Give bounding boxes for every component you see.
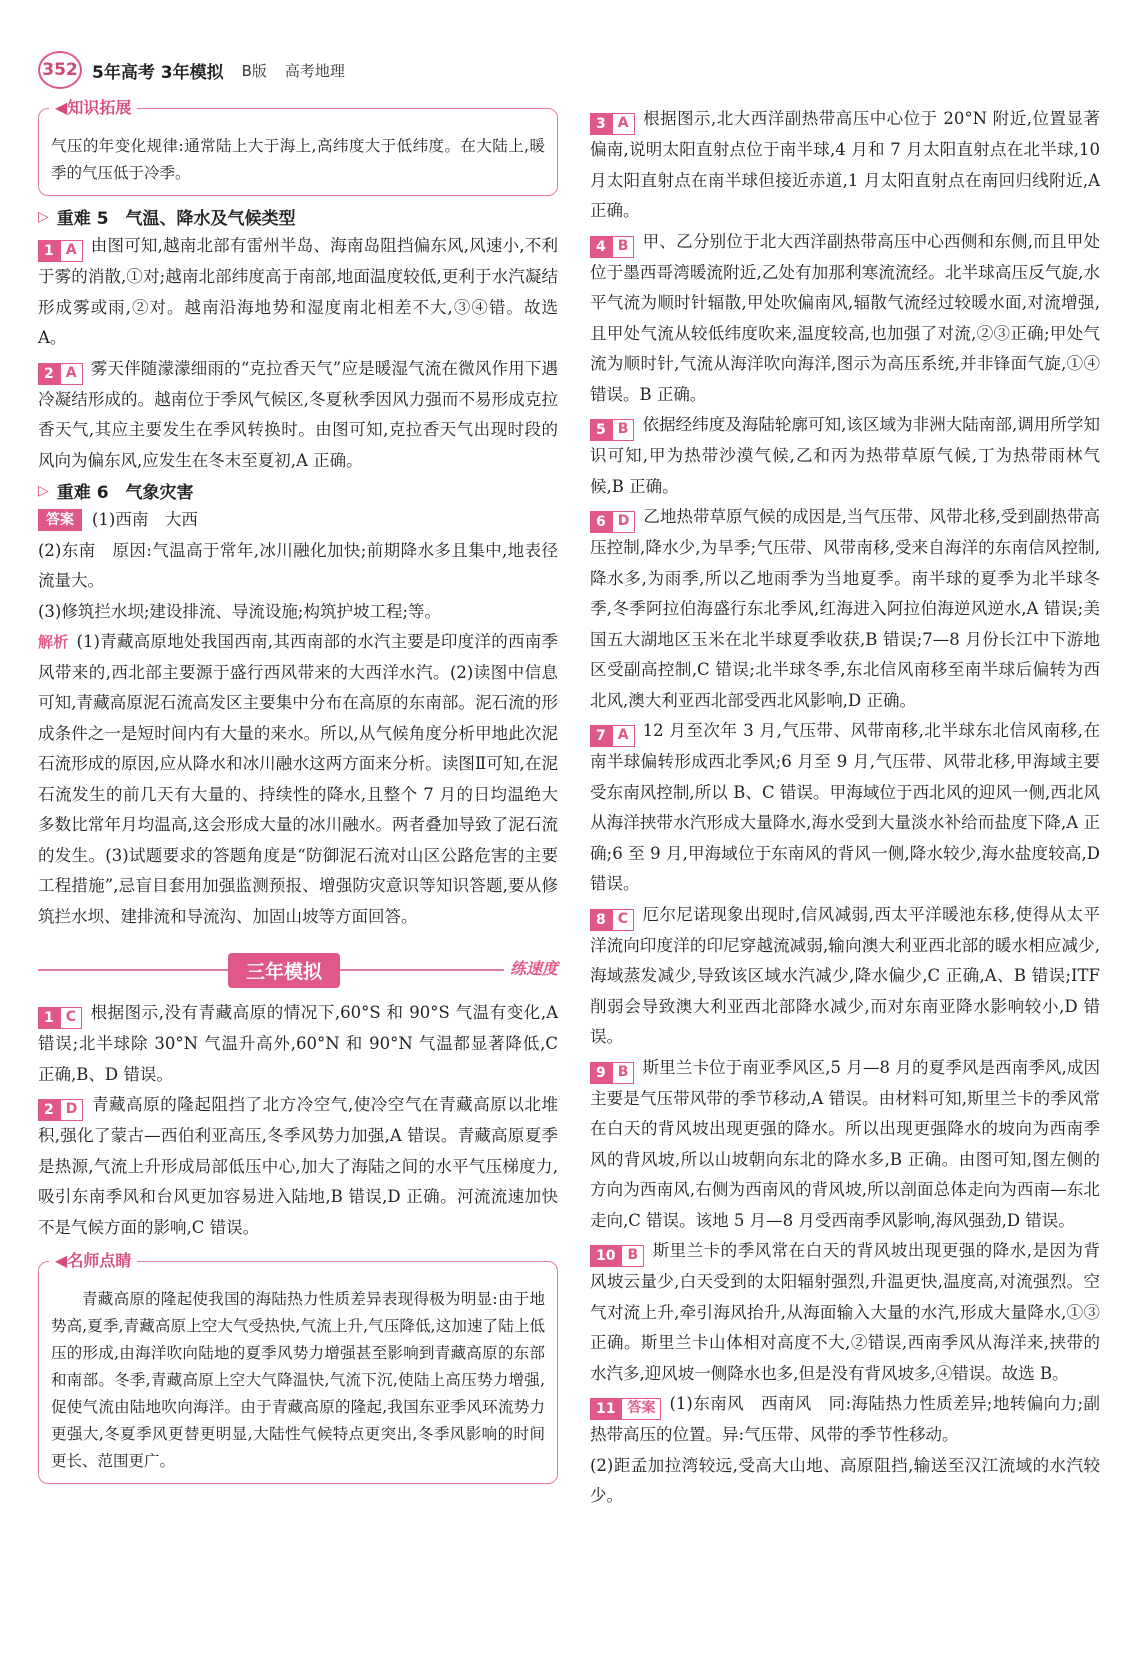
question-badge: 7 A: [590, 725, 635, 747]
page-header: [38, 52, 345, 88]
answer-line: (2)东南 原因:气温高于常年,冰川融化加快;前期降水多且集中,地表径流量大。: [38, 540, 558, 590]
question-badge: 6 D: [590, 511, 635, 533]
band-title: 三年模拟: [228, 953, 340, 988]
right-column: [590, 104, 1100, 1512]
knowledge-label: ◀知识拓展: [49, 95, 137, 118]
question-badge: 3 A: [590, 113, 635, 135]
answer-item: 6 D 乙地热带草原气候的成因是,当气压带、风带北移,受到副热带高压控制,降水少,为旱季;气压带、风带南移,受来自海洋的东南信风控制,降水多,为雨季,所以乙地雨季为当地夏季。南半球的夏季为北半球冬季,冬季阿拉伯海盛行东北季风,红海进入阿拉伯海逆风逆水,A 错误;美国五大湖地区玉米在北半球夏季收获,B 错误;7—8 月份长江中下游地区受副高控制,C 错误;北半球冬季,东北信风南移至南半球后偏转为西北风,澳大利亚西北部受西北风影响,D 正确。: [590, 507, 1100, 710]
answer-item: 8 C 厄尔尼诺现象出现时,信风减弱,西太平洋暖池东移,使得从太平洋流向印度洋的印尼穿越流减弱,输向澳大利亚西北部的暖水相应减少,海域蒸发减少,导致该区域水汽减少,降水偏少,C 正确,A、B 错误;ITF 削弱会导致澳大利亚西北部降水减少,而对东南亚降水影响较小,D 错误。: [590, 904, 1100, 1046]
answer-item: 9 B 斯里兰卡位于南亚季风区,5 月—8 月的夏季风是西南季风,成因主要是气压带风带的季节移动,A 错误。由材料可知,斯里兰卡的季风常在白天的背风坡出现更强的降水。所以出现更强降水的坡向为西南季风的背风坡,所以山坡朝向东北的降水多,B 正确。由图可知,图左侧的方向为西南风,右侧为西南风的背风坡,所以剖面总体走向为西南—东北走向,C 错误。该地 5 月—8 月受西南季风影响,海风强劲,D 错误。: [590, 1057, 1100, 1230]
analysis: 解析 (1)青藏高原地处我国西南,其西南部的水汽主要是印度洋的西南季风带来的,西北部主要源于盛行西风带来的大西洋水汽。(2)读图中信息可知,青藏高原泥石流高发区主要集中分布在高原的东南部。泥石流的形成条件之一是短时间内有大量的来水。所以,从气候角度分析甲地此次泥石流形成的原因,应从降水和冰川融水这两方面来分析。读图Ⅱ可知,在泥石流发生的前几天有大量的、持续性的降水,且整个 7 月的日均温绝大多数比常年月均温高,这会形成大量的冰川融水。两者叠加导致了泥石流的发生。(3)试题要求的答题角度是“防御泥石流对山区公路危害的主要工程措施”,忌盲目套用加强监测预报、增强防灾意识等知识答题,要从修筑拦水坝、建排流和导流沟、加固山坡等方面回答。: [38, 632, 558, 926]
answer-line: (3)修筑拦水坝;建设排流、导流设施;构筑护坡工程;等。: [38, 601, 442, 621]
answer-item: 1 C 根据图示,没有青藏高原的情况下,60°S 和 90°S 气温有变化,A 错误;北半球除 30°N 气温升高外,60°N 和 90°N 气温都显著降低,C 正确,B、D 错误。: [38, 1003, 558, 1084]
answer-item: 5 B 依据经纬度及海陆轮廓可知,该区域为非洲大陆南部,调用所学知识可知,甲为热带沙漠气候,乙和丙为热带草原气候,丁为热带雨林气候,B 正确。: [590, 415, 1100, 496]
band-subtitle: 练速度: [504, 956, 558, 979]
answer-line: 答案 (1)西南 大西: [38, 505, 558, 536]
triangle-icon: ▷: [38, 208, 49, 225]
tips-text: 青藏高原的隆起使我国的海陆热力性质差异表现得极为明显:由于地势高,夏季,青藏高原上空大气受热快,气流上升,气压降低,这加速了陆上低压的形成,由海洋吹向陆地的夏季风势力增强甚至影响到青藏高原的东部和南部。冬季,青藏高原上空大气降温快,气流下沉,使陆上高压势力增强,促使气流由陆地吹向海洋。由于青藏高原的隆起,我国东亚季风环流势力更强大,冬夏季风更替更明显,大陆性气候特点更突出,冬季风影响的时间更长、范围更广。: [51, 1290, 545, 1470]
answer-item: 11 答案 (1)东南风 西南风 同:海陆热力性质差异;地转偏向力;副热带高压的位置。异:气压带、风带的季节性移动。: [590, 1394, 1100, 1444]
answer-item: 10 B 斯里兰卡的季风常在白天的背风坡出现更强的降水,是因为背风坡云量少,白天受到的太阳辐射强烈,升温更快,温度高,对流强烈。空气对流上升,牵引海风抬升,从海面输入大量的水汽,形成大量降水,①③正确。斯里兰卡山体相对高度不大,②错误,西南季风从海洋来,挟带的水汽多,迎风坡一侧降水也多,但是没有背风坡多,④错误。故选 B。: [590, 1241, 1100, 1383]
knowledge-box: [38, 98, 558, 196]
question-badge: 2 A: [38, 363, 83, 385]
tips-label: ◀名师点睛: [49, 1248, 137, 1271]
question-badge: 9 B: [590, 1062, 634, 1084]
arrow-icon: ◀: [55, 98, 68, 117]
book-title: 5年高考 3年模拟: [92, 62, 224, 83]
question-badge: 1 C: [38, 1007, 82, 1029]
knowledge-text: 气压的年变化规律:通常陆上大于海上,高纬度大于低纬度。在大陆上,暖季的气压低于冷季。: [51, 137, 545, 182]
section-heading: ▷ 重难 6 气象灾害: [38, 482, 194, 503]
tips-box: [38, 1251, 558, 1484]
answer-item: 2 A 雾天伴随濛濛细雨的“克拉香天气”应是暖湿气流在微风作用下遇冷凝结形成的。越南位于季风气候区,冬夏秋季因风力强而不易形成克拉香天气,其应主要发生在季风转换时。由图可知,克拉香天气出现时段的风向为偏东风,应发生在冬末至夏初,A 正确。: [38, 358, 558, 470]
arrow-icon: ◀: [55, 1251, 68, 1270]
answer-item: 1 A 由图可知,越南北部有雷州半岛、海南岛阻挡偏东风,风速小,不利于雾的消散,①对;越南北部纬度高于南部,地面温度较低,更利于水汽凝结形成雾或雨,②对。越南沿海地势和湿度南北相差不大,③④错。故选 A。: [38, 236, 558, 347]
question-badge: 1 A: [38, 240, 83, 262]
book-edition: B版: [241, 61, 267, 80]
left-column: [38, 98, 558, 1492]
answer-line: (2)距孟加拉湾较远,受高大山地、高原阻挡,输送至汉江流域的水汽较少。: [590, 1455, 1100, 1505]
section-band: [38, 950, 558, 990]
page-number: 352: [38, 51, 82, 89]
question-badge: 10 B: [590, 1245, 644, 1267]
book-subject: 高考地理: [284, 61, 345, 80]
question-badge: 11 答案: [590, 1398, 661, 1420]
question-badge: 5 B: [590, 419, 634, 441]
answer-tag: 答案: [38, 509, 82, 531]
answer-item: 4 B 甲、乙分别位于北大西洋副热带高压中心西侧和东侧,而且甲处位于墨西哥湾暖流附近,乙处有加那利寒流流经。北半球高压反气旋,水平气流为顺时针辐散,甲处吹偏南风,辐散气流经过较暖水面,对流增强,且甲处气流从较低纬度吹来,温度较高,也加强了对流,②③正确;甲处气流为顺时针,气流从海洋吹向海洋,图示为高压系统,并非锋面气旋,①④错误。B 正确。: [590, 231, 1100, 404]
question-badge: 8 C: [590, 909, 634, 931]
answer-item: 7 A 12 月至次年 3 月,气压带、风带南移,北半球东北信风南移,在南半球偏转形成西北季风;6 月至 9 月,气压带、风带北移,甲海域主要受东南风控制,所以 B、C 错误。甲海域位于西北风的迎风一侧,西北风从海洋挟带水汽形成大量降水,海水受到大量淡水补给而盐度下降,A 正确;6 至 9 月,甲海域位于东南风的背风一侧,降水较少,海水盐度较高,D 错误。: [590, 721, 1100, 893]
analysis-tag: 解析: [38, 633, 69, 651]
section-heading: ▷ 重难 5 气温、降水及气候类型: [38, 208, 296, 229]
answer-item: 2 D 青藏高原的隆起阻挡了北方冷空气,使冷空气在青藏高原以北堆积,强化了蒙古—西伯利亚高压,冬季风势力加强,A 错误。青藏高原夏季是热源,气流上升形成局部低压中心,加大了海陆之间的水平气压梯度力,吸引东南季风和台风更加容易进入陆地,B 错误,D 正确。河流流速加快不是气候方面的影响,C 错误。: [38, 1095, 558, 1237]
triangle-icon: ▷: [38, 482, 49, 499]
answer-item: 3 A 根据图示,北大西洋副热带高压中心位于 20°N 附近,位置显著偏南,说明太阳直射点位于南半球,4 月和 7 月太阳直射点在北半球,10 月太阳直射点在南半球但接近赤道,1 月太阳直射点在南回归线附近,A 正确。: [590, 109, 1100, 220]
question-badge: 4 B: [590, 236, 634, 258]
question-badge: 2 D: [38, 1099, 83, 1121]
